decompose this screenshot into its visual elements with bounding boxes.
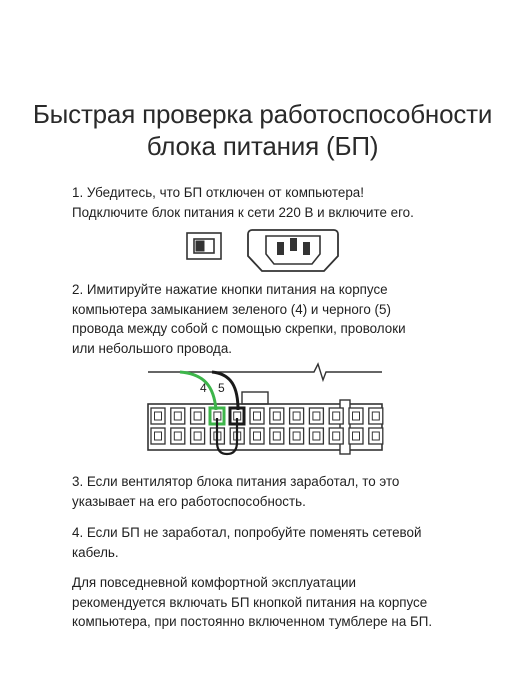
connector-pin xyxy=(250,408,264,424)
connector-pin xyxy=(270,408,284,424)
connector-pin xyxy=(349,428,363,444)
note-line-1: Для повседневной комфортной эксплуатации xyxy=(72,575,356,590)
step-4-line-1: 4. Если БП не заработал, попробуйте поменять сетевой xyxy=(72,525,422,540)
step-3-text xyxy=(72,472,502,511)
connector-pin xyxy=(290,408,304,424)
connector-pin xyxy=(309,408,323,424)
step-2-line-2: компьютера замыканием зеленого (4) и черного (5) xyxy=(72,301,391,317)
step-1-text xyxy=(72,183,502,222)
note-line-3: компьютера, при постоянно включенном тумблере на БП. xyxy=(72,614,433,630)
step-2-line-3: провода между собой с помощью скрепки, проволоки xyxy=(72,321,406,337)
step-1-line-1: 1. Убедитесь, что БП отключен от компьютера! xyxy=(72,185,364,200)
connector-pin xyxy=(369,428,383,444)
connector-pin xyxy=(171,428,185,444)
page-title xyxy=(0,98,525,162)
note-text xyxy=(72,573,502,632)
connector-pin xyxy=(349,408,363,424)
step-1-line-2: Подключите блок питания к сети 220 В и включите его. xyxy=(72,204,414,220)
connector-pin xyxy=(329,428,343,444)
connector-pin xyxy=(151,408,165,424)
connector-pin xyxy=(151,428,165,444)
note-line-2: рекомендуется включать БП кнопкой питания на корпусе xyxy=(72,594,428,610)
step-4-text xyxy=(72,523,502,562)
pin-label-black: 5 xyxy=(218,381,225,395)
pin-label-green: 4 xyxy=(200,381,207,395)
connector-pin xyxy=(309,428,323,444)
step-2-text xyxy=(72,280,502,358)
step-3-line-1: 3. Если вентилятор блока питания заработал, то это xyxy=(72,474,400,489)
connector-pin xyxy=(191,428,205,444)
title-line-2: блока питания (БП) xyxy=(146,131,379,161)
title-line-1: Быстрая проверка работоспособности xyxy=(32,99,493,129)
power-switch-icon xyxy=(186,232,222,260)
step-2-line-4: или небольшого провода. xyxy=(72,340,232,356)
connector-pin xyxy=(250,428,264,444)
connector-pin xyxy=(270,428,284,444)
power-socket-icon xyxy=(246,226,340,274)
connector-pin xyxy=(290,428,304,444)
connector-pin xyxy=(369,408,383,424)
atx-connector-diagram xyxy=(144,360,390,464)
step-2-line-1: 2. Имитируйте нажатие кнопки питания на корпусе xyxy=(72,282,388,297)
connector-pin xyxy=(329,408,343,424)
step-3-line-2: указывает на его работоспособность. xyxy=(72,493,306,509)
connector-pin xyxy=(171,408,185,424)
connector-pin xyxy=(191,408,205,424)
step-4-line-2: кабель. xyxy=(72,544,119,560)
